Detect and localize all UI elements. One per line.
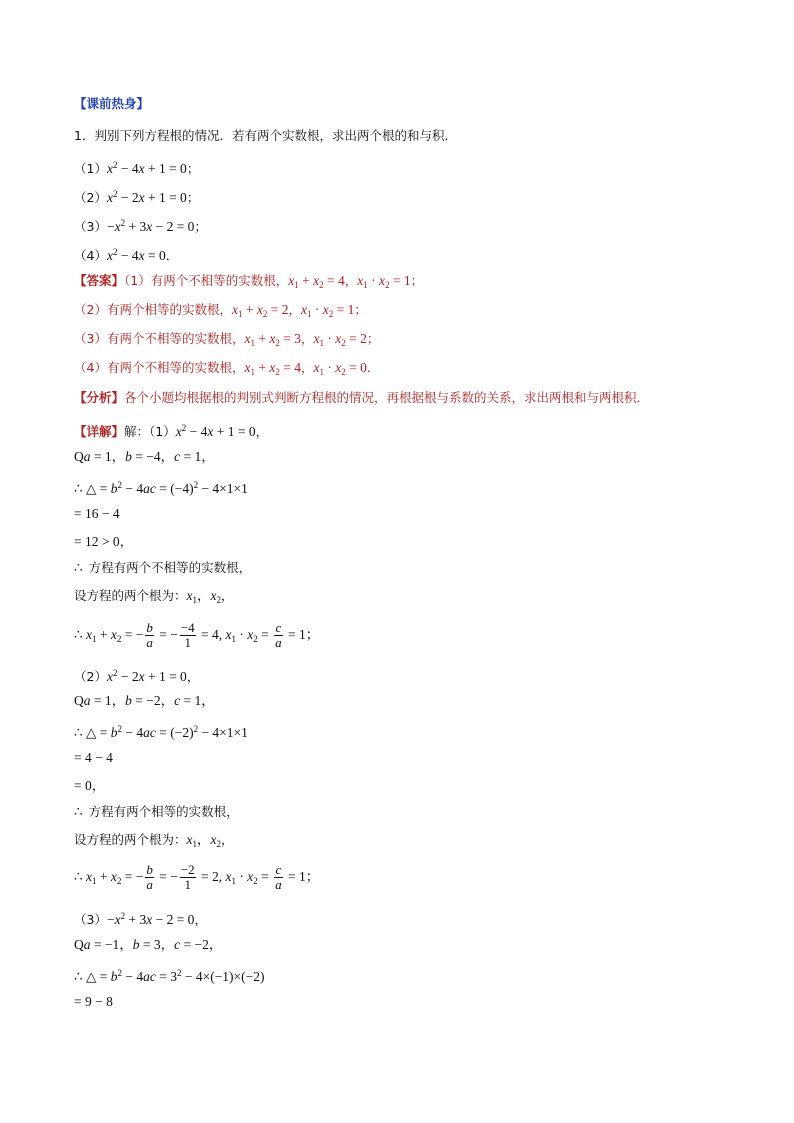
question-item-2: $(2)x^2 - 2x + 1 = 0$；	[74, 189, 200, 205]
detail-step-2a: = 4 − 4	[74, 750, 113, 765]
detail-step-1a: = 16 − 4	[74, 506, 120, 521]
question-item-1: $(1)x^2 - 4x + 1 = 0$；	[74, 160, 200, 176]
detail-step-2b: = 0，	[74, 778, 106, 793]
detail-part3: $(3)-x^2 + 3x - 2 = 0$，	[74, 911, 207, 927]
section-title: 【课前热身】	[74, 96, 150, 111]
detail-part2: $(2)x^2 - 2x + 1 = 0$，	[74, 668, 200, 684]
detail-coeffs-2: Qa = 1，b = −2，c = 1，	[74, 693, 215, 708]
detail-setroots-2: 设方程的两个根为：$x_1$，$x_2$，	[74, 832, 234, 849]
detail-coeffs-1: Qa = 1，b = −4，c = 1，	[74, 449, 215, 464]
answer-item-2: （2）有两个相等的实数根，$x_1 + x_2 = 2$，$x_1 \cdot x_2 = 1$；	[74, 302, 367, 319]
answer-label: 【答案】	[74, 273, 125, 288]
question-item-3: $(3)-x^2 + 3x - 2 = 0$；	[74, 218, 207, 234]
question-item-4: $(4)x^2 - 4x = 0$．	[74, 247, 179, 263]
detail-vieta-1: ∴ $x_1 + x_2$ = − $\frac{b}{a}$ = − $\frac{-4}{1}$ = 4, $x_1 \cdot x_2$ = $\frac{c}{a}$ = 1；	[74, 620, 320, 651]
detail-step-1b: = 12 > 0，	[74, 534, 134, 549]
detail-discriminant-1: ∴ △ = $b^2 - 4ac = (-4)^2 - 4\times 1\times 1$	[74, 480, 248, 496]
detail-conclusion-2: ∴ 方程有两个相等的实数根，	[74, 804, 239, 819]
detail-conclusion-1: ∴ 方程有两个不相等的实数根，	[74, 560, 252, 575]
detail-discriminant-2: ∴ △ = $b^2 - 4ac = (-2)^2 - 4\times 1\times 1$	[74, 724, 248, 740]
answer-item-4: （4）有两个不相等的实数根，$x_1 + x_2 = 4$，$x_1 \cdot x_2 = 0$．	[74, 360, 380, 377]
analysis-line	[74, 390, 649, 406]
detail-label: 【详解】	[74, 424, 125, 439]
answer-item-3: （3）有两个不相等的实数根，$x_1 + x_2 = 3$，$x_1 \cdot x_2 = 2$；	[74, 331, 380, 348]
detail-step-3a: = 9 − 8	[74, 994, 113, 1009]
detail-setroots-1: 设方程的两个根为：$x_1$，$x_2$，	[74, 588, 234, 605]
detail-coeffs-3: Qa = −1，b = 3，c = −2，	[74, 937, 223, 952]
detail-discriminant-3: ∴ △ = $b^2 - 4ac = 3^2 - 4\times(-1)\times(-2)$	[74, 968, 265, 984]
question-text: 1．判别下列方程根的情况．若有两个实数根，求出两个根的和与积．	[74, 128, 457, 143]
detail-line-1: 【详解】解：$(1)x^2 - 4x + 1 = 0$，	[74, 423, 269, 439]
detail-vieta-2: ∴ $x_1 + x_2$ = − $\frac{b}{a}$ = − $\frac{-2}{1}$ = 2, $x_1 \cdot x_2$ = $\frac{c}{a}$ = 1；	[74, 862, 320, 893]
answer-item-1: 【答案】（1）有两个不相等的实数根，$x_1 + x_2 = 4$，$x_1 \cdot x_2 = 1$；	[74, 273, 424, 290]
analysis-text: 各个小题均根据根的判别式判断方程根的情况，再根据根与系数的关系，求出两根和与两根积．	[124, 390, 650, 405]
analysis-label: 【分析】	[74, 390, 125, 405]
